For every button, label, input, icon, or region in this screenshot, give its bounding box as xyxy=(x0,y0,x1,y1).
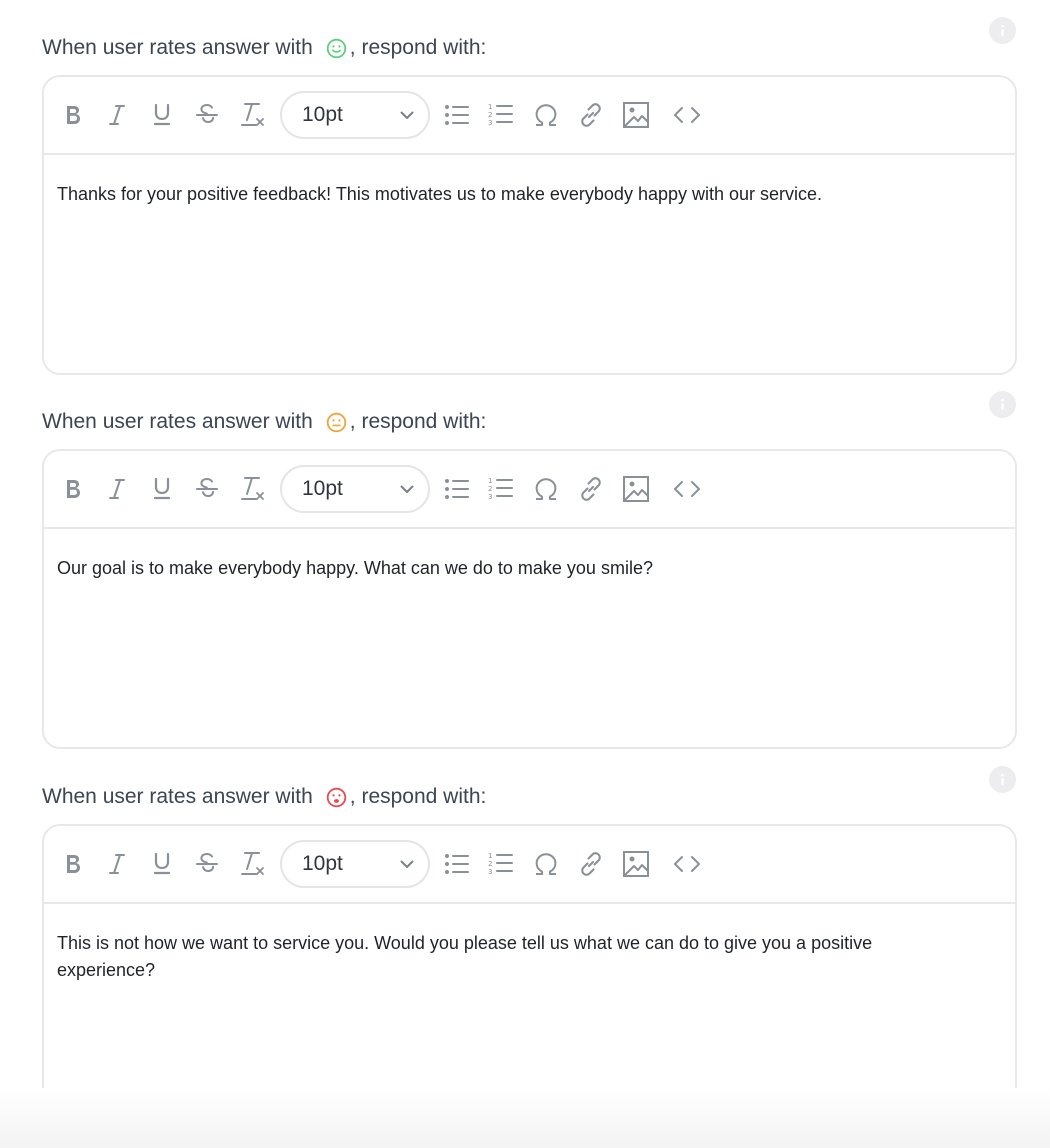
image-button[interactable] xyxy=(621,99,651,131)
italic-button[interactable] xyxy=(106,848,128,880)
rating-response-section-1 xyxy=(0,0,1050,375)
bold-button[interactable] xyxy=(60,848,86,880)
label-suffix: , respond with: xyxy=(349,785,487,808)
svg-text:2: 2 xyxy=(488,485,493,493)
info-icon[interactable] xyxy=(989,17,1016,44)
rating-response-section-2 xyxy=(0,374,1050,749)
editor-toolbar xyxy=(44,451,1015,529)
bullet-list-icon xyxy=(444,103,470,127)
bold-icon xyxy=(63,477,83,501)
strikethrough-icon xyxy=(195,102,219,128)
font-size-value: 10pt xyxy=(302,477,343,500)
clear-format-button[interactable] xyxy=(240,848,266,880)
info-icon[interactable] xyxy=(989,391,1016,418)
image-button[interactable] xyxy=(621,848,651,880)
strikethrough-button[interactable] xyxy=(194,848,220,880)
editor-content[interactable]: Our goal is to make everybody happy. What can we do to make you smile? xyxy=(57,558,653,578)
font-size-select[interactable] xyxy=(280,840,430,888)
link-icon xyxy=(577,101,605,129)
italic-button[interactable] xyxy=(106,99,128,131)
bold-icon xyxy=(63,852,83,876)
svg-text:3: 3 xyxy=(488,493,493,501)
special-char-button[interactable] xyxy=(532,473,560,505)
numbered-list-button[interactable] xyxy=(486,473,516,505)
link-button[interactable] xyxy=(576,473,606,505)
neutral-face-icon xyxy=(326,412,347,433)
label-suffix: , respond with: xyxy=(349,36,487,59)
italic-icon xyxy=(108,852,126,876)
image-icon xyxy=(622,101,650,129)
link-button[interactable] xyxy=(576,99,606,131)
rich-text-editor xyxy=(42,824,1017,1124)
label-prefix: When user rates answer with xyxy=(42,410,313,433)
numbered-list-icon xyxy=(488,476,514,502)
rating-response-section-3 xyxy=(0,749,1050,1124)
chevron-down-icon xyxy=(400,860,414,869)
info-icon[interactable] xyxy=(989,766,1016,793)
sad-face-icon xyxy=(326,787,347,808)
rich-text-editor xyxy=(42,449,1017,749)
editor-content[interactable]: This is not how we want to service you. Would you please tell us what we can do to give you a positive experience? xyxy=(57,933,873,980)
svg-text:1: 1 xyxy=(488,477,493,485)
clear-format-button[interactable] xyxy=(240,99,266,131)
strikethrough-button[interactable] xyxy=(194,473,220,505)
editor-content[interactable]: Thanks for your positive feedback! This motivates us to make everybody happy with our service. xyxy=(57,184,823,204)
link-icon xyxy=(577,475,605,503)
special-char-button[interactable] xyxy=(532,848,560,880)
svg-text:2: 2 xyxy=(488,111,493,119)
omega-icon xyxy=(533,102,559,128)
image-button[interactable] xyxy=(621,473,651,505)
numbered-list-button[interactable] xyxy=(486,99,516,131)
label-prefix: When user rates answer with xyxy=(42,785,313,808)
section-label xyxy=(42,34,486,62)
omega-icon xyxy=(533,851,559,877)
clear-format-icon xyxy=(240,850,266,878)
label-prefix: When user rates answer with xyxy=(42,36,313,59)
special-char-button[interactable] xyxy=(532,99,560,131)
source-code-button[interactable] xyxy=(672,473,702,505)
label-suffix: , respond with: xyxy=(349,410,487,433)
italic-icon xyxy=(108,477,126,501)
editor-toolbar xyxy=(44,77,1015,155)
bullet-list-icon xyxy=(444,852,470,876)
link-button[interactable] xyxy=(576,848,606,880)
underline-icon xyxy=(152,851,172,877)
bold-button[interactable] xyxy=(60,99,86,131)
numbered-list-icon xyxy=(488,102,514,128)
bullet-list-button[interactable] xyxy=(442,848,472,880)
strikethrough-icon xyxy=(195,476,219,502)
svg-text:3: 3 xyxy=(488,868,493,876)
bullet-list-icon xyxy=(444,477,470,501)
svg-text:2: 2 xyxy=(488,860,493,868)
code-icon xyxy=(673,854,701,874)
font-size-value: 10pt xyxy=(302,852,343,875)
image-icon xyxy=(622,475,650,503)
rich-text-editor xyxy=(42,75,1017,375)
source-code-button[interactable] xyxy=(672,99,702,131)
numbered-list-button[interactable] xyxy=(486,848,516,880)
italic-icon xyxy=(108,103,126,127)
bold-button[interactable] xyxy=(60,473,86,505)
bullet-list-button[interactable] xyxy=(442,473,472,505)
section-label xyxy=(42,783,486,811)
section-label xyxy=(42,408,486,436)
clear-format-icon xyxy=(240,475,266,503)
font-size-select[interactable] xyxy=(280,465,430,513)
link-icon xyxy=(577,850,605,878)
font-size-value: 10pt xyxy=(302,103,343,126)
happy-face-icon xyxy=(326,38,347,59)
chevron-down-icon xyxy=(400,111,414,120)
source-code-button[interactable] xyxy=(672,848,702,880)
underline-icon xyxy=(152,476,172,502)
italic-button[interactable] xyxy=(106,473,128,505)
underline-button[interactable] xyxy=(150,473,174,505)
bullet-list-button[interactable] xyxy=(442,99,472,131)
font-size-select[interactable] xyxy=(280,91,430,139)
code-icon xyxy=(673,479,701,499)
bold-icon xyxy=(63,103,83,127)
omega-icon xyxy=(533,476,559,502)
svg-text:1: 1 xyxy=(488,103,493,111)
image-icon xyxy=(622,850,650,878)
numbered-list-icon xyxy=(488,851,514,877)
chevron-down-icon xyxy=(400,485,414,494)
underline-icon xyxy=(152,102,172,128)
clear-format-button[interactable] xyxy=(240,473,266,505)
strikethrough-icon xyxy=(195,851,219,877)
clear-format-icon xyxy=(240,101,266,129)
svg-text:1: 1 xyxy=(488,852,493,860)
svg-text:3: 3 xyxy=(488,119,493,127)
underline-button[interactable] xyxy=(150,848,174,880)
strikethrough-button[interactable] xyxy=(194,99,220,131)
underline-button[interactable] xyxy=(150,99,174,131)
code-icon xyxy=(673,105,701,125)
editor-toolbar xyxy=(44,826,1015,904)
